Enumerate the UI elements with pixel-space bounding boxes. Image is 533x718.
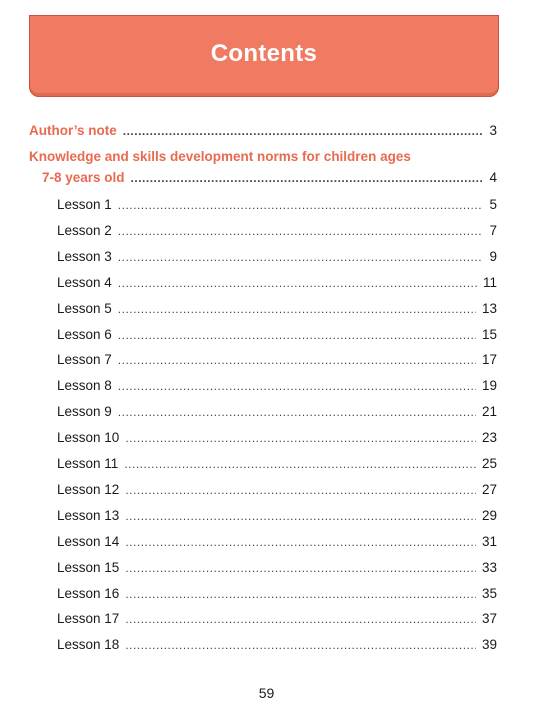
- leader-dots: [125, 561, 476, 575]
- toc-entry-lesson[interactable]: [57, 404, 497, 419]
- leader-dots: [118, 405, 476, 419]
- toc-entry-page: 3: [489, 123, 497, 138]
- toc-entry-label: Author’s note: [29, 123, 117, 138]
- toc-entry-lesson[interactable]: [57, 482, 497, 497]
- toc-entry-label: Lesson 6: [57, 326, 112, 342]
- toc-entry-lesson[interactable]: [57, 223, 497, 238]
- toc-entry-label: Lesson 3: [57, 248, 112, 264]
- toc-entry-lesson[interactable]: [57, 352, 497, 367]
- leader-dots: [131, 171, 484, 185]
- toc-entry-label: Lesson 18: [57, 637, 120, 653]
- toc-entry-page: 33: [481, 559, 497, 575]
- toc-entry-lesson[interactable]: [57, 508, 497, 523]
- toc-entry-page: 21: [481, 404, 497, 420]
- toc-entry-lesson[interactable]: [57, 197, 497, 212]
- toc-entry-page: 13: [481, 300, 497, 316]
- toc-entry-lesson[interactable]: [57, 611, 497, 626]
- toc-entry-lesson[interactable]: [57, 378, 497, 393]
- toc-entry-label: 7-8 years old: [42, 170, 125, 185]
- toc-entry-page: 37: [481, 611, 497, 627]
- toc-entry-page: 39: [481, 637, 497, 653]
- toc-entry-page: 27: [481, 481, 497, 497]
- leader-dots: [125, 509, 476, 523]
- toc-entry-label: Lesson 17: [57, 611, 120, 627]
- leader-dots: [118, 250, 484, 264]
- toc-entry-lesson[interactable]: [57, 275, 497, 290]
- leader-dots: [118, 302, 476, 316]
- toc-entry-label: Lesson 1: [57, 197, 112, 212]
- toc-entry-norms[interactable]: [42, 170, 497, 185]
- toc-entry-page: 9: [489, 248, 497, 264]
- leader-dots: [118, 379, 476, 393]
- leader-dots: [125, 483, 476, 497]
- toc-entry-label: Lesson 14: [57, 533, 120, 549]
- toc-entry-label: Lesson 10: [57, 430, 120, 446]
- toc-entry-page: 15: [481, 326, 497, 342]
- leader-dots: [125, 638, 476, 652]
- leader-dots: [124, 457, 476, 471]
- leader-dots: [118, 224, 484, 238]
- toc-entry-label: Lesson 13: [57, 507, 120, 523]
- leader-dots: [125, 587, 476, 601]
- leader-dots: [125, 612, 476, 626]
- toc-entry-label: Lesson 12: [57, 481, 120, 497]
- toc-entry-page: 31: [481, 533, 497, 549]
- toc-entry-page: 11: [482, 274, 497, 290]
- toc-entry-lesson[interactable]: [57, 249, 497, 264]
- toc-entry-page: 5: [489, 197, 497, 212]
- toc-entry-label: Lesson 16: [57, 585, 120, 601]
- page-number: 59: [258, 685, 275, 701]
- toc-entry-lesson[interactable]: [57, 456, 497, 471]
- toc-entry-label: Lesson 15: [57, 559, 120, 575]
- leader-dots: [125, 535, 476, 549]
- toc-entry-page: 4: [489, 170, 497, 185]
- toc-entry-page: 25: [481, 456, 497, 471]
- toc-entry-norms-line1[interactable]: Knowledge and skills development norms for children ages: [29, 149, 411, 164]
- toc-entry-page: 19: [481, 378, 497, 394]
- toc-entry-label: Lesson 2: [57, 222, 112, 238]
- toc-entry-page: 35: [481, 585, 497, 601]
- leader-dots: [125, 431, 476, 445]
- toc-entry-label: Lesson 4: [57, 274, 112, 290]
- toc-entry-label: Lesson 5: [57, 300, 112, 316]
- toc-entry-page: 7: [489, 222, 497, 238]
- page-title: Contents: [210, 40, 318, 67]
- toc-entry-lesson[interactable]: [57, 327, 497, 342]
- toc-entry-label: Lesson 9: [57, 404, 112, 420]
- title-banner: [29, 15, 499, 97]
- toc-entry-lesson[interactable]: [57, 637, 497, 652]
- leader-dots: [123, 124, 484, 138]
- toc-entry-authors-note[interactable]: [29, 123, 497, 138]
- toc-entry-lesson[interactable]: [57, 430, 497, 445]
- leader-dots: [118, 276, 477, 290]
- toc-entry-lesson[interactable]: [57, 534, 497, 549]
- toc-entry-lesson[interactable]: [57, 301, 497, 316]
- toc-entry-label: Lesson 11: [57, 456, 119, 471]
- leader-dots: [118, 328, 476, 342]
- toc-entry-page: 23: [481, 430, 497, 446]
- leader-dots: [118, 198, 484, 212]
- toc-entry-label: Lesson 8: [57, 378, 112, 394]
- toc-entry-lesson[interactable]: [57, 560, 497, 575]
- toc-entry-label: Lesson 7: [57, 352, 112, 368]
- toc-entry-lesson[interactable]: [57, 586, 497, 601]
- leader-dots: [118, 353, 476, 367]
- toc-entry-page: 29: [481, 507, 497, 523]
- toc-entry-page: 17: [481, 352, 497, 368]
